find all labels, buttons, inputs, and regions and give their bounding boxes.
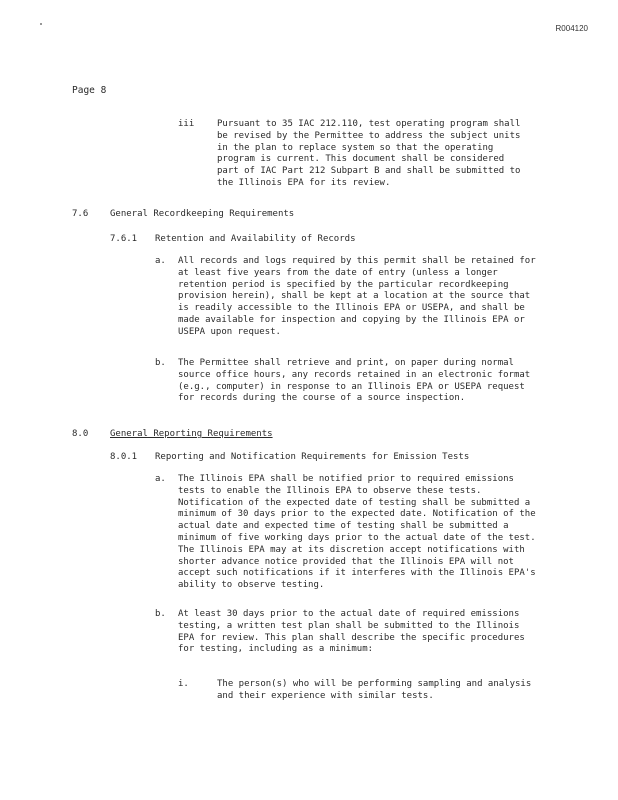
scan-speck — [40, 23, 42, 25]
section-7-6-1-b-marker: b. — [155, 358, 166, 368]
item-iii-text: Pursuant to 35 IAC 212.110, test operating program shall be revised by the Permittee to address the subject units in the plan to replace system so that the operating program is current. This document shall be considered part of IAC Part 212 Subpart B and shall be submitted to the Illinois EPA for its review. — [217, 119, 526, 188]
document-id: R004120 — [555, 24, 588, 33]
section-8-0-1-b-i-marker: i. — [178, 679, 189, 689]
section-8-0-1-b-marker: b. — [155, 609, 166, 619]
section-8-0-1-a-text: The Illinois EPA shall be notified prior to required emissions tests to enable the Illinois EPA to observe these tests. Notification of the expected date of testing shall be submitted a minimum of 30 days prior to the expected date. Notification of the actual date and expected time of testing shall be submitted a minimum of five working days prior to the actual date of the test. The Illinois EPA may at its discretion accept notifications with shorter advance notice provided that the Illinois EPA will not accept such notifications if it interferes with the Illinois EPA's ability to observe testing. — [178, 474, 542, 591]
section-7-6-1-title: Retention and Availability of Records — [155, 234, 356, 244]
section-7-6-title: General Recordkeeping Requirements — [110, 209, 295, 219]
page-label: Page 8 — [72, 85, 107, 96]
section-8-0-title: General Reporting Requirements — [110, 429, 273, 439]
section-7-6-1-b-text: The Permittee shall retrieve and print, on paper during normal source office hours, any records retained in an electronic format (e.g., computer) in response to an Illinois EPA or USEPA request for records during the course of a source inspection. — [178, 358, 536, 404]
section-7-6-number: 7.6 — [72, 209, 89, 219]
section-8-0-number: 8.0 — [72, 429, 89, 439]
section-8-0-1-a-marker: a. — [155, 474, 166, 484]
section-8-0-1-b-i-text: The person(s) who will be performing sampling and analysis and their experience with similar tests. — [217, 679, 537, 701]
section-7-6-1-number: 7.6.1 — [110, 234, 138, 244]
section-7-6-1-a-text: All records and logs required by this permit shall be retained for at least five years from the date of entry (unless a longer retention period is specified by the particular recordkeeping provision herein), shall be kept at a location at the source that is readily accessible to the Illinois EPA or USEPA, and shall be made available for inspection and copying by the Illinois EPA or USEPA upon request. — [178, 256, 542, 337]
section-8-0-1-title: Reporting and Notification Requirements for Emission Tests — [155, 452, 470, 462]
section-8-0-1-b-text: At least 30 days prior to the actual date of required emissions testing, a written test plan shall be submitted to the Illinois EPA for review. This plan shall describe the specific procedures for testing, including as a minimum: — [178, 609, 531, 655]
section-7-6-1-a-marker: a. — [155, 256, 166, 266]
item-iii-marker: iii — [178, 119, 195, 129]
section-8-0-1-number: 8.0.1 — [110, 452, 138, 462]
